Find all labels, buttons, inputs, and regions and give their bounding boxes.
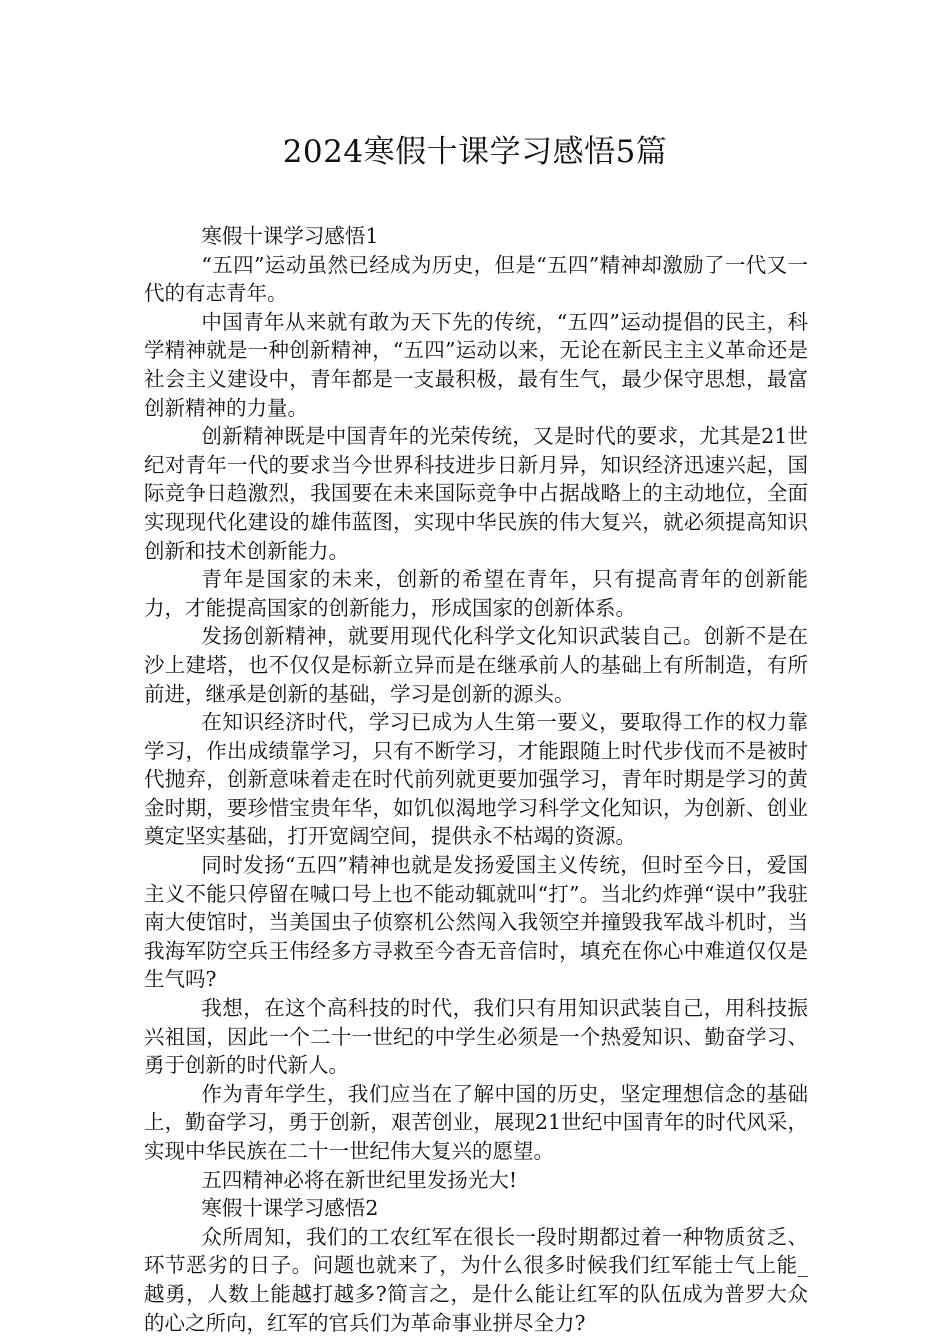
- paragraph: 五四精神必将在新世纪里发扬光大!: [201, 1167, 518, 1192]
- paragraph: 在知识经济时代，学习已成为人生第一要义，要取得工作的权力靠学习，作出成绩靠学习，只有不断学习，才能跟随上时代步伐而不是被时代抛弃，创新意味着走在时代前列就更要加强学习，青年时期是学习的黄金时期，要珍惜宝贵年华，如饥似渴地学习科学文化知识，为创新、创业奠定坚实基础，打开宽阔空间，提供永不枯竭的资源。: [144, 710, 808, 849]
- paragraph: 中国青年从来就有敢为天下先的传统，“五四”运动提倡的民主，科学精神就是一种创新精神，“五四”运动以来，无论在新民主主义革命还是社会主义建设中，青年都是一支最积极，最有生气，最少保守思想，最富创新精神的力量。: [144, 309, 808, 420]
- paragraph: “五四”运动虽然已经成为历史，但是“五四”精神却激励了一代又一代的有志青年。: [144, 252, 808, 306]
- document-body: [144, 222, 808, 1337]
- paragraph: 我想，在这个高科技的时代，我们只有用知识武装自己，用科技振兴祖国，因此一个二十一世纪的中学生必须是一个热爱知识、勤奋学习、勇于创新的时代新人。: [144, 996, 808, 1078]
- paragraph: 众所周知，我们的工农红军在很长一段时期都过着一种物质贫乏、环节恶劣的日子。问题也就来了，为什么很多时候我们红军能士气上能_越勇，人数上能越打越多?简言之，是什么能让红军的队伍成为普罗大众的心之所向，红军的官兵们为革命事业拼尽全力?: [144, 1224, 808, 1335]
- paragraph: 发扬创新精神，就要用现代化科学文化知识武装自己。创新不是在沙上建塔，也不仅仅是标新立异而是在继承前人的基础上有所制造，有所前进，继承是创新的基础，学习是创新的源头。: [144, 624, 808, 706]
- paragraph: 同时发扬“五四”精神也就是发扬爱国主义传统，但时至今日，爱国主义不能只停留在喊口号上也不能动辄就叫“打”。当北约炸弹“误中”我驻南大使馆时，当美国虫子侦察机公然闯入我领空并撞毁我军战斗机时，当我海军防空兵王伟经多方寻救至今杳无音信时，填充在你心中难道仅仅是生气吗?: [144, 853, 808, 992]
- section-heading: 寒假十课学习感悟1: [201, 224, 379, 248]
- section-heading: 寒假十课学习感悟2: [201, 1196, 379, 1221]
- paragraph: 作为青年学生，我们应当在了解中国的历史，坚定理想信念的基础上，勤奋学习，勇于创新，艰苦创业，展现21世纪中国青年的时代风采，实现中华民族在二十一世纪伟大复兴的愿望。: [144, 1081, 808, 1163]
- document-title: 2024寒假十课学习感悟5篇: [282, 134, 668, 170]
- paragraph: 创新精神既是中国青年的光荣传统，又是时代的要求，尤其是21世纪对青年一代的要求当今世界科技进步日新月异，知识经济迅速兴起，国际竞争日趋激烈，我国要在未来国际竞争中占据战略上的主动地位，全面实现现代化建设的雄伟蓝图，实现中华民族的伟大复兴，就必须提高知识创新和技术创新能力。: [144, 424, 808, 563]
- paragraph: 青年是国家的未来，创新的希望在青年，只有提高青年的创新能力，才能提高国家的创新能力，形成国家的创新体系。: [144, 567, 808, 620]
